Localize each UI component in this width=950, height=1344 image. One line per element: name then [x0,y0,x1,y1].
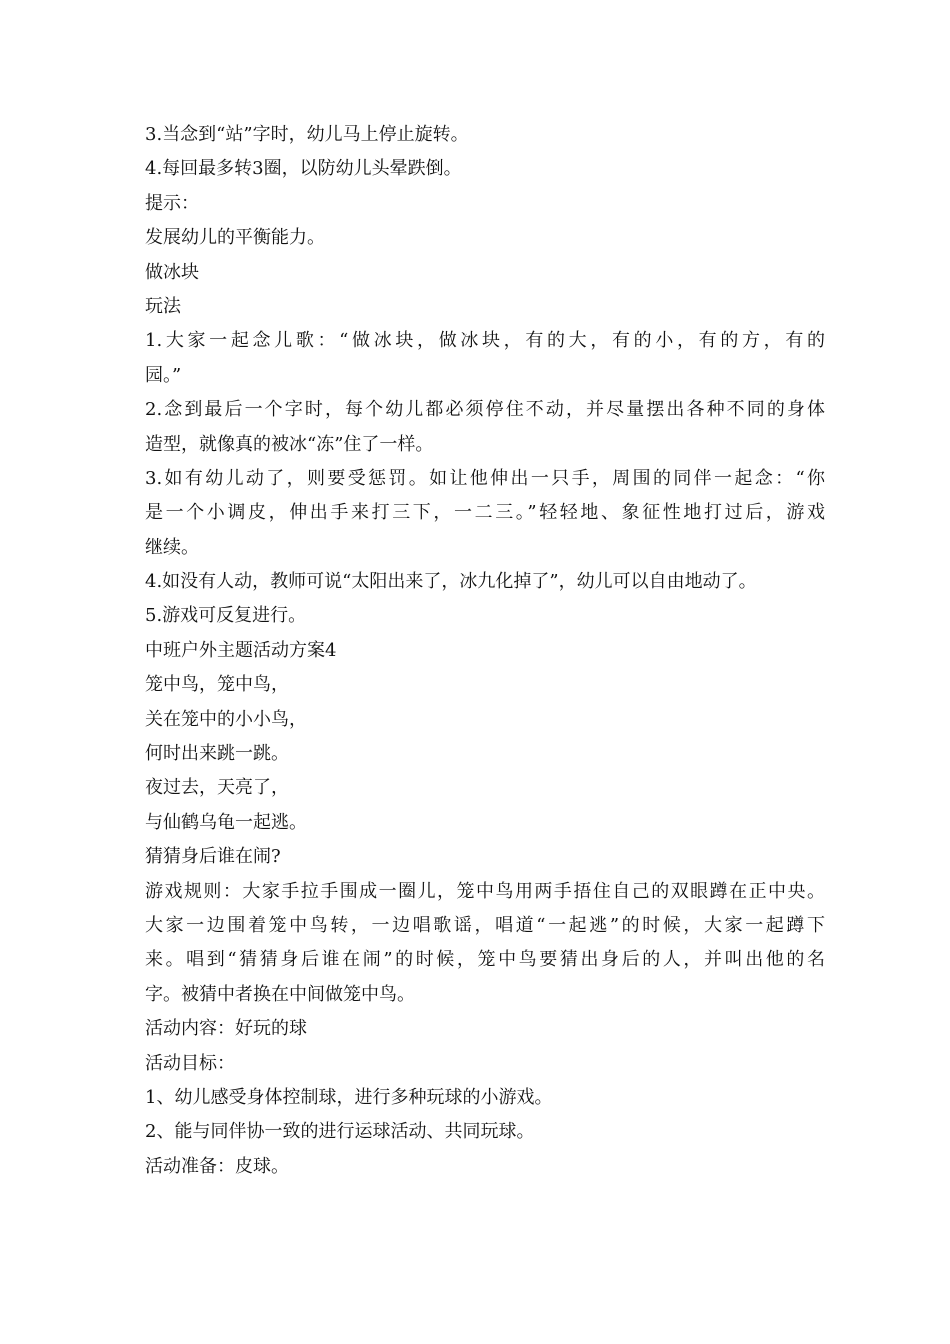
text-line: 发展幼儿的平衡能力。 [145,227,325,249]
text-line: 活动内容：好玩的球 [145,1018,307,1040]
text-line: 1.大家一起念儿歌：“做冰块，做冰块，有的大，有的小，有的方，有的 [145,330,825,352]
section-heading: 中班户外主题活动方案4 [145,639,337,661]
text-line: 与仙鹤乌龟一起逃。 [145,811,307,833]
text-line: 活动准备：皮球。 [145,1155,289,1177]
text-line: 游戏规则：大家手拉手围成一圈儿，笼中鸟用两手捂住自己的双眼蹲在正中央。 [145,880,825,902]
text-line: 造型，就像真的被冰“冻”住了一样。 [145,433,434,455]
text-line: 2、能与同伴协一致的进行运球活动、共同玩球。 [145,1121,535,1143]
text-line: 3.如有幼儿动了，则要受惩罚。如让他伸出一只手，周围的同伴一起念：“你 [145,467,825,489]
text-line: 2.念到最后一个字时，每个幼儿都必须停住不动，并尽量摆出各种不同的身体 [145,399,825,421]
text-line: 4.如没有人动，教师可说“太阳出来了，冰九化掉了”，幼儿可以自由地动了。 [145,571,757,593]
text-line: 活动目标： [145,1052,235,1074]
text-line: 大家一边围着笼中鸟转，一边唱歌谣，唱道“一起逃”的时候，大家一起蹲下 [145,914,825,936]
text-line: 3.当念到“站”字时，幼儿马上停止旋转。 [145,124,469,145]
text-line: 1、幼儿感受身体控制球，进行多种玩球的小游戏。 [145,1086,553,1108]
section-heading: 做冰块 [145,261,199,283]
text-line: 玩法 [145,295,181,317]
text-line: 提示： [145,192,199,214]
text-line: 5.游戏可反复进行。 [145,605,307,627]
text-line: 关在笼中的小小鸟， [145,708,307,730]
text-line: 字。被猜中者换在中间做笼中鸟。 [145,983,415,1005]
text-line: 园。” [145,364,182,386]
text-line: 猜猜身后谁在闹? [145,846,281,868]
text-line: 笼中鸟，笼中鸟， [145,674,289,696]
text-line: 何时出来跳一跳。 [145,743,289,765]
text-line: 夜过去，天亮了， [145,777,289,799]
text-line: 继续。 [145,536,199,558]
text-line: 是一个小调皮，伸出手来打三下，一二三。”轻轻地、象征性地打过后，游戏 [145,502,825,524]
text-line: 来。唱到“猜猜身后谁在闹”的时候，笼中鸟要猜出身后的人，并叫出他的名 [145,949,825,971]
text-line: 4.每回最多转3圈，以防幼儿头晕跌倒。 [145,158,462,180]
document-body [145,118,825,1184]
